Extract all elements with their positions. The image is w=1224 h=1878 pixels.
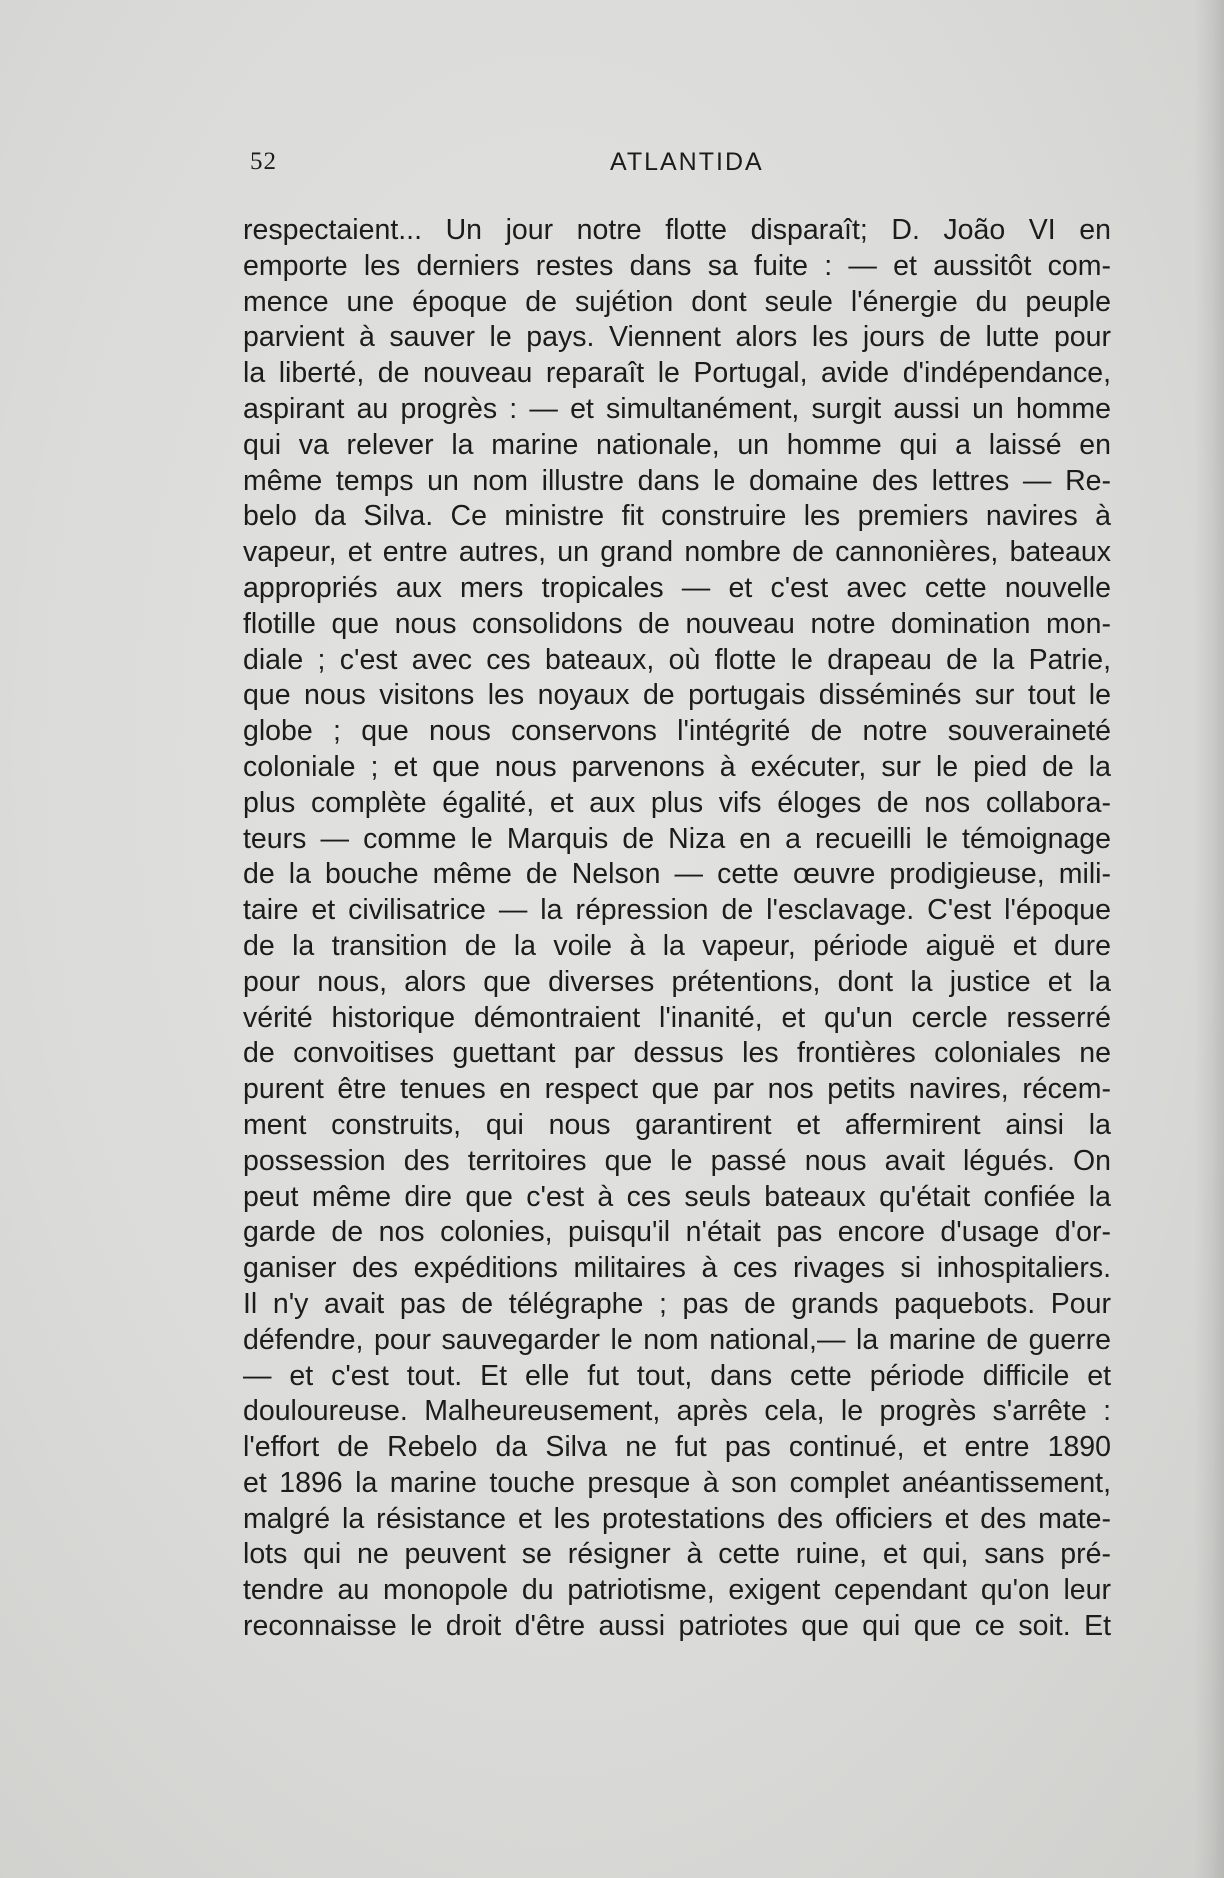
text-line: aspirant au progrès : — et simultanément, surgit aussi un homme <box>243 392 1111 425</box>
text-line: diale ; c'est avec ces bateaux, où flotte le drapeau de la Patrie, <box>243 643 1111 676</box>
text-line: de la transition de la voile à la vapeur, période aiguë et dure <box>243 929 1111 962</box>
text-line: douloureuse. Malheureusement, après cela, le progrès s'arrête : <box>243 1395 1111 1428</box>
text-line: de convoitises guettant par dessus les frontières coloniales ne <box>243 1037 1111 1070</box>
text-line: appropriés aux mers tropicales — et c'est avec cette nouvelle <box>243 571 1111 604</box>
body-text <box>243 213 1111 1645</box>
text-line: teurs — comme le Marquis de Niza en a recueilli le témoignage <box>243 822 1111 855</box>
text-line: purent être tenues en respect que par nos petits navires, récem- <box>243 1073 1111 1106</box>
text-line: lots qui ne peuvent se résigner à cette ruine, et qui, sans pré- <box>243 1538 1111 1571</box>
text-line: que nous visitons les noyaux de portugais disséminés sur tout le <box>243 679 1111 712</box>
text-line: emporte les derniers restes dans sa fuite : — et aussitôt com- <box>243 249 1111 282</box>
text-line: belo da Silva. Ce ministre fit construire les premiers navires à <box>243 500 1111 533</box>
page-edge-shadow <box>1194 0 1224 1878</box>
text-line: l'effort de Rebelo da Silva ne fut pas continué, et entre 1890 <box>243 1431 1111 1464</box>
text-line: ganiser des expéditions militaires à ces rivages si inhospitaliers. <box>243 1252 1111 1285</box>
text-line: vapeur, et entre autres, un grand nombre de cannonières, bateaux <box>243 536 1111 569</box>
running-title: ATLANTIDA <box>610 148 764 176</box>
text-line: coloniale ; et que nous parvenons à exécuter, sur le pied de la <box>243 750 1111 783</box>
text-line: taire et civilisatrice — la répression de l'esclavage. C'est l'époque <box>243 894 1111 927</box>
text-line: plus complète égalité, et aux plus vifs éloges de nos collabora- <box>243 786 1111 819</box>
page-number: 52 <box>250 148 277 175</box>
text-line: possession des territoires que le passé nous avait légués. On <box>243 1144 1111 1177</box>
text-line: Il n'y avait pas de télégraphe ; pas de grands paquebots. Pour <box>243 1287 1111 1320</box>
text-line: ment construits, qui nous garantirent et affermirent ainsi la <box>243 1108 1111 1141</box>
text-line: peut même dire que c'est à ces seuls bateaux qu'était confiée la <box>243 1180 1111 1213</box>
page-header <box>250 148 1100 188</box>
text-line: défendre, pour sauvegarder le nom national,— la marine de guerre <box>243 1323 1111 1356</box>
text-line: parvient à sauver le pays. Viennent alors les jours de lutte pour <box>243 321 1111 354</box>
text-line: — et c'est tout. Et elle fut tout, dans cette période difficile et <box>243 1359 1111 1392</box>
text-line: globe ; que nous conservons l'intégrité de notre souveraineté <box>243 715 1111 748</box>
text-line: la liberté, de nouveau reparaît le Portugal, avide d'indépendance, <box>243 357 1111 390</box>
text-line: malgré la résistance et les protestations des officiers et des mate- <box>243 1502 1111 1535</box>
text-line: mence une époque de sujétion dont seule l'énergie du peuple <box>243 285 1111 318</box>
text-line: flotille que nous consolidons de nouveau notre domination mon- <box>243 607 1111 640</box>
text-line: garde de nos colonies, puisqu'il n'était pas encore d'usage d'or- <box>243 1216 1111 1249</box>
text-line: reconnaisse le droit d'être aussi patriotes que qui que ce soit. Et <box>243 1610 1111 1643</box>
text-line: tendre au monopole du patriotisme, exigent cependant qu'on leur <box>243 1574 1111 1607</box>
text-line: respectaient... Un jour notre flotte disparaît; D. João VI en <box>243 214 1111 246</box>
text-line: de la bouche même de Nelson — cette œuvre prodigieuse, mili- <box>243 858 1111 891</box>
text-line: et 1896 la marine touche presque à son complet anéantissement, <box>243 1466 1111 1499</box>
text-line: vérité historique démontraient l'inanité, et qu'un cercle resserré <box>243 1001 1111 1034</box>
text-line: qui va relever la marine nationale, un homme qui a laissé en <box>243 428 1111 461</box>
text-line: pour nous, alors que diverses prétentions, dont la justice et la <box>243 965 1111 998</box>
text-line: même temps un nom illustre dans le domaine des lettres — Re- <box>243 464 1111 497</box>
